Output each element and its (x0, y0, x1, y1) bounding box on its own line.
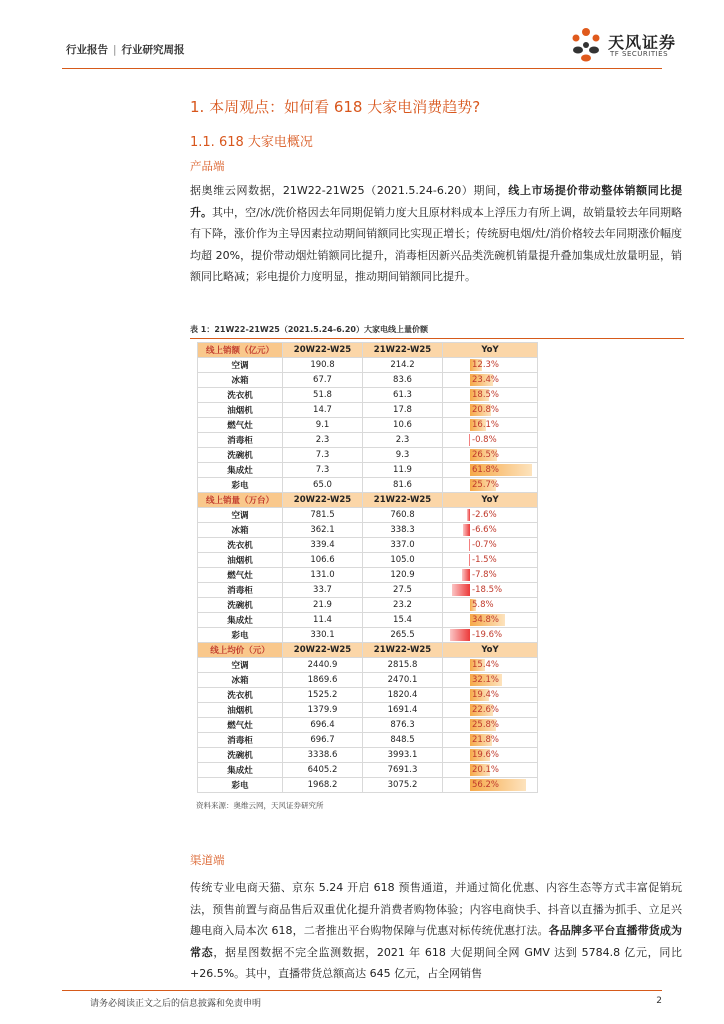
header-divider (62, 68, 662, 69)
yoy-cell (443, 538, 538, 553)
doc-type: 行业报告 (66, 44, 108, 56)
table-source: 资料来源：奥维云网，天风证券研究所 (196, 801, 324, 810)
table-cell: 10.6 (363, 418, 443, 433)
table-cell: 339.4 (283, 538, 363, 553)
table-cell: 2470.1 (363, 673, 443, 688)
table-cell: 2.3 (283, 433, 363, 448)
yoy-cell (443, 658, 538, 673)
product-text-2: 其中，空/冰/洗价格因去年同期促销力度大且原材料成本上浮压力有所上调，故销量较去年同期略有下降，涨价作为主导因素拉动期间销额同比实现正增长；传统厨电烟/灶/消价格较去年同期涨价幅度均超 20%，提价带动烟灶销额同比提升，消毒柜因新兴品类洗碗机销量提升叠加集成灶放量明显，销额同比略减；彩电提价力度明显，推动期间销额同比提升。 (190, 205, 682, 283)
table-cell: 6405.2 (283, 763, 363, 778)
yoy-label: 26.5% (472, 450, 500, 460)
table-cell: 14.7 (283, 403, 363, 418)
table-section-header (198, 643, 538, 658)
logo-cn-text: 天风证券 (608, 33, 677, 52)
table-row (198, 628, 538, 643)
table-cell: 17.8 (363, 403, 443, 418)
yoy-label: -19.6% (472, 630, 503, 640)
table-cell: 7.3 (283, 448, 363, 463)
yoy-label: 16.1% (472, 420, 500, 430)
yoy-cell (443, 748, 538, 763)
table-cell: 油烟机 (198, 403, 283, 418)
yoy-cell (443, 583, 538, 598)
table-cell: 848.5 (363, 733, 443, 748)
table-cell: 696.7 (283, 733, 363, 748)
table-row (198, 433, 538, 448)
table-cell: 362.1 (283, 523, 363, 538)
table-cell: 9.3 (363, 448, 443, 463)
yoy-label: 25.7% (472, 480, 500, 490)
caption-divider (190, 338, 684, 339)
table-cell: 集成灶 (198, 463, 283, 478)
yoy-bar (450, 629, 470, 641)
table-cell: 洗衣机 (198, 688, 283, 703)
table-cell: 11.9 (363, 463, 443, 478)
table-cell: 冰箱 (198, 523, 283, 538)
yoy-cell (443, 463, 538, 478)
table-cell: 3993.1 (363, 748, 443, 763)
product-paragraph (190, 180, 682, 288)
company-logo (566, 26, 686, 66)
table-cell: 1379.9 (283, 703, 363, 718)
table-cell: 空调 (198, 508, 283, 523)
table-row (198, 673, 538, 688)
table-cell: 7.3 (283, 463, 363, 478)
table-row (198, 523, 538, 538)
table-row (198, 598, 538, 613)
yoy-cell (443, 508, 538, 523)
table-cell: 1525.2 (283, 688, 363, 703)
table-cell: 3338.6 (283, 748, 363, 763)
report-type-header (66, 42, 185, 57)
footer-disclaimer: 请务必阅读正文之后的信息披露和免责申明 (90, 999, 262, 1009)
yoy-label: 21.8% (472, 735, 500, 745)
yoy-cell (443, 568, 538, 583)
table-row (198, 403, 538, 418)
table-cell: 61.3 (363, 388, 443, 403)
yoy-label: 19.4% (472, 690, 500, 700)
yoy-cell (443, 688, 538, 703)
yoy-cell (443, 403, 538, 418)
table-cell: 消毒柜 (198, 583, 283, 598)
section-header-cell: YoY (443, 493, 538, 508)
table-cell: 106.6 (283, 553, 363, 568)
table-cell: 1968.2 (283, 778, 363, 793)
table-cell: 冰箱 (198, 673, 283, 688)
table-cell: 265.5 (363, 628, 443, 643)
yoy-bar (463, 524, 470, 536)
table-cell: 洗碗机 (198, 598, 283, 613)
section-header-cell: 21W22-W25 (363, 343, 443, 358)
yoy-label: -1.5% (472, 555, 497, 565)
table-cell: 214.2 (363, 358, 443, 373)
table-cell: 696.4 (283, 718, 363, 733)
table-cell: 空调 (198, 358, 283, 373)
section-header-cell: 21W22-W25 (363, 493, 443, 508)
yoy-label: -6.6% (472, 525, 497, 535)
table-cell: 空调 (198, 658, 283, 673)
table-cell: 105.0 (363, 553, 443, 568)
yoy-label: 20.1% (472, 765, 500, 775)
table-cell: 9.1 (283, 418, 363, 433)
yoy-label: -18.5% (472, 585, 503, 595)
table-row (198, 778, 538, 793)
table-row (198, 583, 538, 598)
yoy-bar (462, 569, 470, 581)
yoy-label: -0.8% (472, 435, 497, 445)
table-cell: 81.6 (363, 478, 443, 493)
yoy-label: 23.4% (472, 375, 500, 385)
table-caption: 表 1：21W22-21W25（2021.5.24-6.20）大家电线上量价额 (190, 325, 428, 334)
table-row (198, 508, 538, 523)
table-cell: 338.3 (363, 523, 443, 538)
table-row (198, 763, 538, 778)
yoy-label: 22.6% (472, 705, 500, 715)
yoy-label: -0.7% (472, 540, 497, 550)
section-header-cell: 21W22-W25 (363, 643, 443, 658)
table-cell: 83.6 (363, 373, 443, 388)
table-cell: 3075.2 (363, 778, 443, 793)
table-cell: 洗衣机 (198, 388, 283, 403)
table-cell: 876.3 (363, 718, 443, 733)
yoy-cell (443, 703, 538, 718)
footer-divider (62, 990, 662, 991)
yoy-label: 34.8% (472, 615, 500, 625)
yoy-cell (443, 418, 538, 433)
table-cell: 2815.8 (363, 658, 443, 673)
yoy-label: 19.6% (472, 750, 500, 760)
table-row (198, 748, 538, 763)
section-header-cell: YoY (443, 643, 538, 658)
yoy-cell (443, 598, 538, 613)
table-cell: 燃气灶 (198, 418, 283, 433)
yoy-label: 61.8% (472, 465, 500, 475)
yoy-label: 5.8% (472, 600, 494, 610)
table-row (198, 703, 538, 718)
table-cell: 337.0 (363, 538, 443, 553)
channel-text-bold: 各品牌多平台直播带货成为常态 (190, 924, 683, 959)
yoy-bar (467, 509, 470, 521)
yoy-bar (469, 554, 471, 566)
logo-en-text: TF SECURITIES (610, 50, 669, 58)
table-cell: 51.8 (283, 388, 363, 403)
table-cell: 消毒柜 (198, 433, 283, 448)
product-text-bold: 线上市场提价带动整体销额同比提升。 (190, 184, 683, 219)
yoy-cell (443, 763, 538, 778)
table-section-header (198, 493, 538, 508)
table-cell: 2440.9 (283, 658, 363, 673)
channel-text-1: 传统专业电商天猫、京东 5.24 开启 618 预售通道，并通过简化优惠、内容生态等方式丰富促销玩法，预售前置与商品售后双重优化提升消费者购物体验；内容电商快手、抖音以直播为抓手、立足兴趣电商入局本次 618，二者推出平台购物保障与优惠对标传统优惠打法。 (190, 881, 682, 937)
yoy-label: 15.4% (472, 660, 500, 670)
table-cell: 集成灶 (198, 763, 283, 778)
table-row (198, 478, 538, 493)
channel-paragraph (190, 877, 682, 985)
table-cell: 彩电 (198, 478, 283, 493)
yoy-bar (469, 539, 470, 551)
yoy-label: 18.5% (472, 390, 500, 400)
section-header-cell: 20W22-W25 (283, 343, 363, 358)
yoy-cell (443, 373, 538, 388)
yoy-cell (443, 613, 538, 628)
table-section-header (198, 343, 538, 358)
yoy-cell (443, 778, 538, 793)
table-row (198, 538, 538, 553)
yoy-label: 12.3% (472, 360, 500, 370)
table-row (198, 568, 538, 583)
yoy-bar (469, 434, 470, 446)
table-cell: 11.4 (283, 613, 363, 628)
channel-text-2: ，据星图数据不完全监测数据，2021 年 618 大促期间全网 GMV 达到 5784.8 亿元，同比+26.5%。其中，直播带货总额高达 645 亿元，占全网销售 (190, 945, 683, 980)
table-cell: 330.1 (283, 628, 363, 643)
channel-heading: 渠道端 (190, 853, 225, 867)
table-cell: 洗衣机 (198, 538, 283, 553)
table-row (198, 358, 538, 373)
table-row (198, 718, 538, 733)
yoy-cell (443, 628, 538, 643)
yoy-label: 25.8% (472, 720, 500, 730)
yoy-cell (443, 433, 538, 448)
table-cell: 33.7 (283, 583, 363, 598)
table-cell: 21.9 (283, 598, 363, 613)
table-cell: 彩电 (198, 628, 283, 643)
section-header-cell: 线上销量（万台） (198, 493, 283, 508)
yoy-cell (443, 358, 538, 373)
product-text-1: 据奥维云网数据，21W22-21W25（2021.5.24-6.20）期间， (190, 184, 509, 197)
table-row (198, 613, 538, 628)
yoy-label: 56.2% (472, 780, 500, 790)
table-cell: 1820.4 (363, 688, 443, 703)
table-cell: 1869.6 (283, 673, 363, 688)
table-cell: 油烟机 (198, 553, 283, 568)
table-cell: 消毒柜 (198, 733, 283, 748)
page-number: 2 (656, 996, 662, 1006)
table-cell: 油烟机 (198, 703, 283, 718)
table-cell: 冰箱 (198, 373, 283, 388)
table-cell: 120.9 (363, 568, 443, 583)
yoy-cell (443, 448, 538, 463)
section-header-cell: 线上均价（元） (198, 643, 283, 658)
table-cell: 760.8 (363, 508, 443, 523)
table-cell: 15.4 (363, 613, 443, 628)
section-header-cell: 20W22-W25 (283, 493, 363, 508)
yoy-cell (443, 553, 538, 568)
table-cell: 2.3 (363, 433, 443, 448)
table-cell: 131.0 (283, 568, 363, 583)
yoy-cell (443, 733, 538, 748)
table-cell: 彩电 (198, 778, 283, 793)
table-row (198, 418, 538, 433)
yoy-label: 20.8% (472, 405, 500, 415)
yoy-cell (443, 673, 538, 688)
section-header-cell: 线上销额（亿元） (198, 343, 283, 358)
logo-mark-icon (566, 26, 606, 66)
section-header-cell: YoY (443, 343, 538, 358)
yoy-label: -7.8% (472, 570, 497, 580)
yoy-cell (443, 523, 538, 538)
table-cell: 燃气灶 (198, 718, 283, 733)
doc-subtype: 行业研究周报 (121, 44, 185, 56)
table-cell: 燃气灶 (198, 568, 283, 583)
table-cell: 781.5 (283, 508, 363, 523)
sales-table (197, 342, 538, 793)
yoy-cell (443, 718, 538, 733)
yoy-label: 32.1% (472, 675, 500, 685)
table-row (198, 463, 538, 478)
yoy-label: -2.6% (472, 510, 497, 520)
header-separator: | (113, 44, 117, 56)
table-row (198, 688, 538, 703)
product-heading: 产品端 (190, 159, 225, 173)
table-cell: 23.2 (363, 598, 443, 613)
table-cell: 1691.4 (363, 703, 443, 718)
table-cell: 洗碗机 (198, 448, 283, 463)
table-row (198, 733, 538, 748)
table-row (198, 373, 538, 388)
table-cell: 27.5 (363, 583, 443, 598)
table-cell: 洗碗机 (198, 748, 283, 763)
table-cell: 67.7 (283, 373, 363, 388)
table-row (198, 658, 538, 673)
table-row (198, 553, 538, 568)
table-cell: 190.8 (283, 358, 363, 373)
section-title: 1. 本周观点：如何看 618 大家电消费趋势? (190, 98, 481, 116)
subsection-title: 1.1. 618 大家电概况 (190, 135, 313, 150)
section-header-cell: 20W22-W25 (283, 643, 363, 658)
yoy-cell (443, 478, 538, 493)
table-cell: 集成灶 (198, 613, 283, 628)
table-row (198, 388, 538, 403)
yoy-cell (443, 388, 538, 403)
table-cell: 7691.3 (363, 763, 443, 778)
table-row (198, 448, 538, 463)
yoy-bar (452, 584, 471, 596)
table-cell: 65.0 (283, 478, 363, 493)
